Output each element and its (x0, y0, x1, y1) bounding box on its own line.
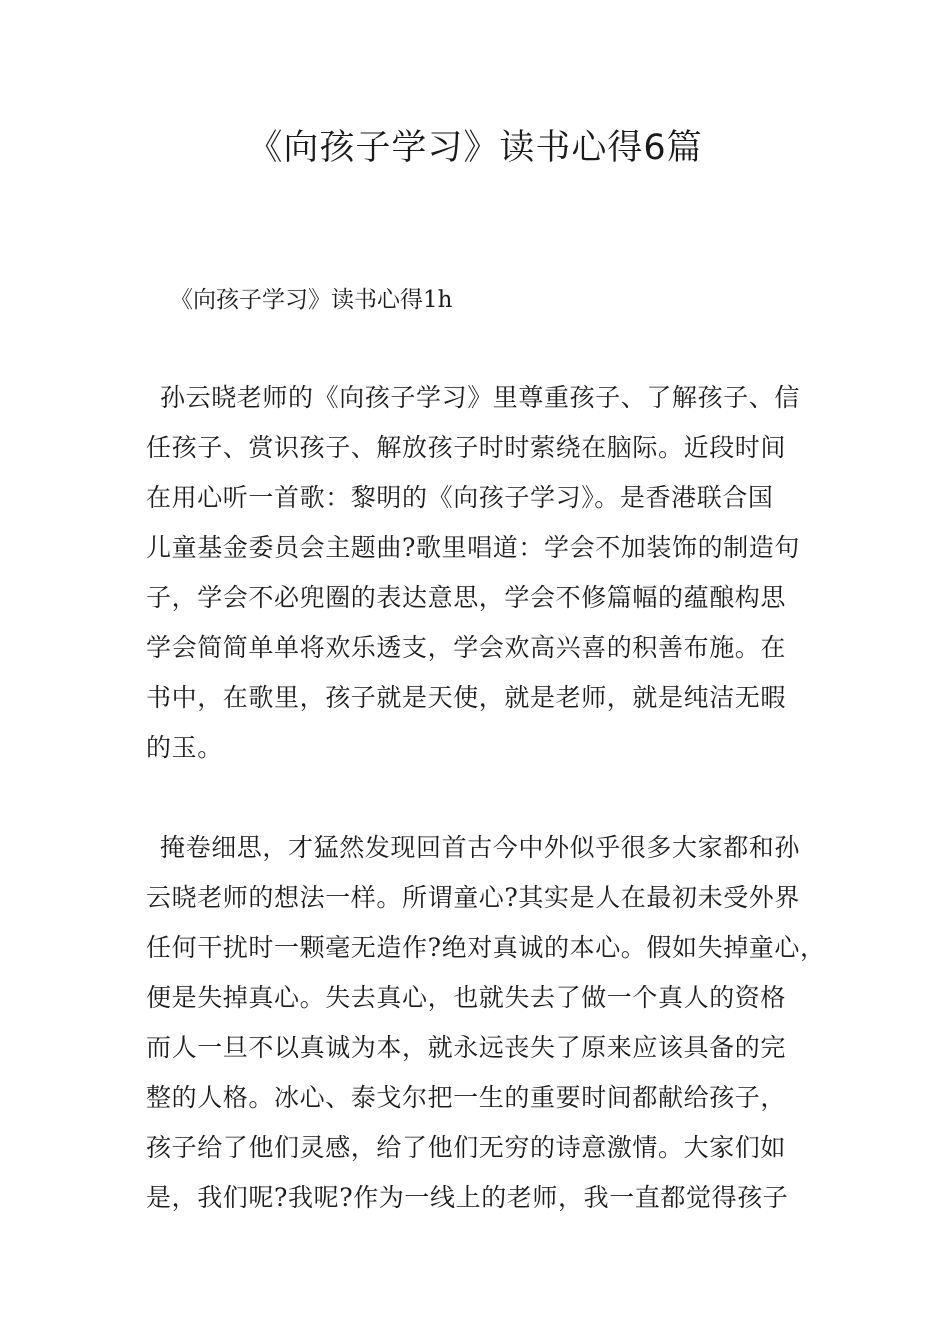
paragraph-line: 在用心听一首歌：黎明的《向孩子学习》。是香港联合国 (146, 483, 774, 512)
paragraph-2 (146, 823, 826, 1223)
paragraph-line: 儿童基金委员会主题曲?歌里唱道：学会不加装饰的制造句 (146, 533, 801, 562)
paragraph-line: 是，我们呢?我呢?作为一线上的老师，我一直都觉得孩子 (146, 1183, 789, 1212)
paragraph-line: 任何干扰时一颗毫无造作?绝对真诚的本心。假如失掉童心， (146, 933, 826, 962)
paragraph-line: 书中，在歌里，孩子就是天使，就是老师，就是纯洁无暇 (146, 683, 787, 712)
paragraph-line: 掩卷细思，才猛然发现回首古今中外似乎很多大家都和孙 (160, 833, 801, 862)
paragraph-1 (146, 373, 826, 773)
document-subtitle: 《向孩子学习》读书心得1h (170, 287, 453, 313)
paragraph-line: 云晓老师的想法一样。所谓童心?其实是人在最初未受外界 (146, 883, 801, 912)
paragraph-line: 而人一旦不以真诚为本，就永远丧失了原来应该具备的完 (146, 1033, 787, 1062)
paragraph-line: 任孩子、赏识孩子、解放孩子时时萦绕在脑际。近段时间 (146, 433, 787, 462)
paragraph-line: 孩子给了他们灵感，给了他们无穷的诗意激情。大家们如 (146, 1133, 787, 1162)
paragraph-line: 便是失掉真心。失去真心，也就失去了做一个真人的资格 (146, 983, 787, 1012)
paragraph-line: 学会简简单单将欢乐透支，学会欢高兴喜的积善布施。在 (146, 633, 787, 662)
paragraph-line: 子，学会不必兜圈的表达意思，学会不修篇幅的蕴酿构思 (146, 583, 787, 612)
paragraph-line: 孙云晓老师的《向孩子学习》里尊重孩子、了解孩子、信 (160, 383, 801, 412)
paragraph-line: 的玉。 (146, 733, 223, 762)
document-title: 《向孩子学习》读书心得6篇 (247, 128, 703, 168)
paragraph-line: 整的人格。冰心、泰戈尔把一生的重要时间都献给孩子， (146, 1083, 787, 1112)
